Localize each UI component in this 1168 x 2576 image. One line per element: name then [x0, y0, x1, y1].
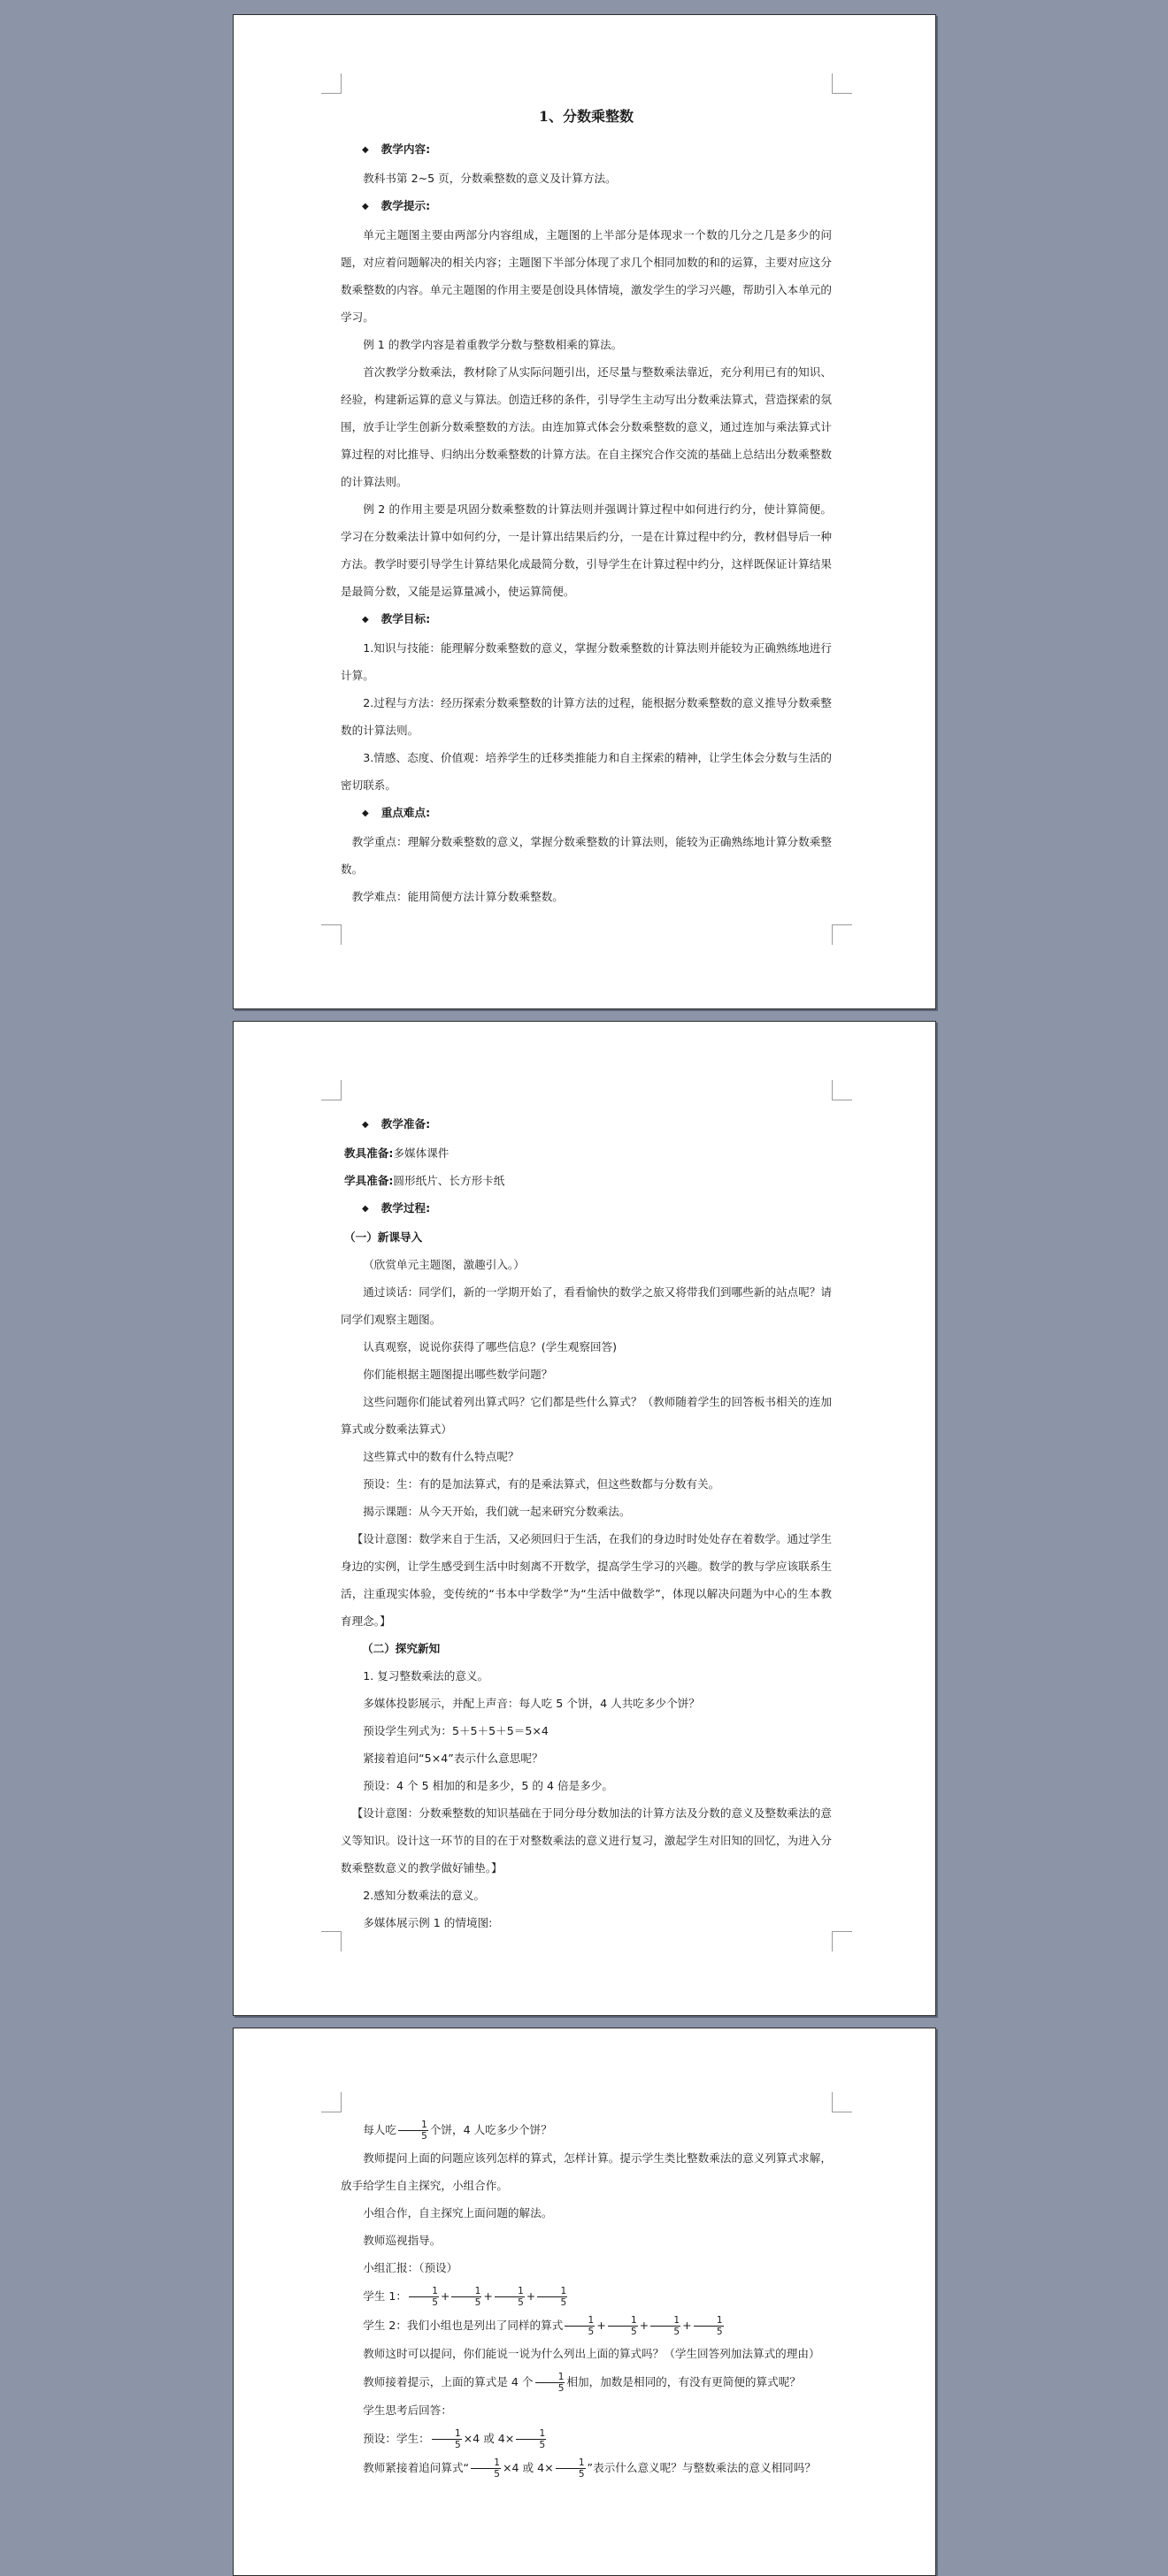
lesson-title: 1、分数乘整数 [538, 108, 634, 125]
fraction: $\frac{1}{5}$ [535, 2372, 565, 2394]
diamond-bullet-icon: ◆ [362, 1120, 369, 1130]
fraction: $\frac{1}{5}$ [451, 2286, 481, 2308]
paragraph: 教师巡视指导。 [363, 2234, 442, 2247]
paragraph: 多媒体投影展示，并配上声音：每人吃 5 个饼，4 人共吃多少个饼？ [363, 1697, 700, 1710]
design-intent-note: 【设计意图：数学来自于生活，又必须回归于生活，在我们的身边时时处处存在着数学。通过学生身边的实例，让学生感受到生活中时刻离不开数学，提高学生学习的兴趣。数学的教与学应该联系生活，注重现实体验，变传统的“书本中学数学”为“生活中做数学”，体现以解决问题为中心的生本教育理念。】 [341, 1532, 832, 1628]
paragraph: 多媒体展示例 1 的情境图: [363, 1916, 493, 1929]
page-1-body [341, 102, 832, 910]
paragraph: 预设：4 个 5 相加的和是多少，5 的 4 倍是多少。 [363, 1779, 613, 1792]
margin-corner-top-right [832, 73, 852, 94]
paragraph: 教师这时可以提问，你们能说一说为什么列出上面的算式吗？（学生回答列加法算式的理由） [363, 2347, 820, 2360]
paragraph: 例 1 的教学内容是着重教学分数与整数相乘的算法。 [363, 338, 623, 351]
diamond-bullet-icon: ◆ [362, 809, 369, 818]
margin-corner-top-left [321, 73, 342, 94]
paragraph: 教师接着提示，上面的算式是 4 个 $\frac{1}{5}$ 相加，加数是相同的，有没有更简便的算式呢？ [363, 2372, 801, 2394]
fraction: $\frac{1}{5}$ [556, 2457, 586, 2480]
document-page-1 [233, 14, 936, 1009]
paragraph: 揭示课题：从今天开始，我们就一起来研究分数乘法。 [363, 1505, 631, 1518]
document-page-2 [233, 1021, 936, 2016]
paragraph: 教科书第 2~5 页，分数乘整数的意义及计算方法。 [363, 172, 617, 185]
heading-teaching-tips: ◆ 教学提示: [362, 199, 431, 212]
fraction: $\frac{1}{5}$ [432, 2428, 462, 2450]
page-3-body [341, 2115, 832, 2482]
paragraph: 学生思考后回答： [363, 2404, 452, 2417]
diamond-bullet-icon: ◆ [362, 145, 369, 155]
section-title-explore: （二）探究新知 [362, 1642, 441, 1655]
paragraph: 紧接着追问“5×4”表示什么意思呢？ [363, 1752, 543, 1765]
paragraph: 教学难点：能用简便方法计算分数乘整数。 [351, 890, 564, 903]
paragraph: 例 2 的作用主要是巩固分数乘整数的计算法则并强调计算过程中如何进行约分，使计算简便。学习在分数乘法计算中如何约分，一是计算出结果后约分，一是在计算过程中约分，教材倡导后一种方法。教学时要引导学生计算结果化成最简分数，引导学生在计算过程中约分，这样既保证计算结果是最简分数，又能是运算量减小，使运算简便。 [341, 502, 832, 598]
margin-corner-bottom-left [321, 1931, 342, 1951]
diamond-bullet-icon: ◆ [362, 202, 369, 211]
student-2-answer: 学生 2：我们小组也是列出了同样的算式 $\frac{1}{5}$ + $\frac{1}{5}$ + $\frac{1}{5}$ + $\frac{1}{5}$ [363, 2315, 723, 2337]
student-prep-line: 学具准备:圆形纸片、长方形卡纸 [344, 1174, 505, 1187]
page-2-body [341, 1110, 832, 1936]
fraction: $\frac{1}{5}$ [565, 2315, 595, 2337]
margin-corner-top-right [832, 2092, 852, 2112]
paragraph: 你们能根据主题图提出哪些数学问题？ [363, 1368, 553, 1381]
paragraph: 单元主题图主要由两部分内容组成，主题图的上半部分是体现求一个数的几分之几是多少的问题，对应着问题解决的相关内容；主题图下半部分体现了求几个相同加数的和的运算，主要对应这分数乘整数的内容。单元主题图的作用主要是创设具体情境，激发学生的学习兴趣，帮助引入本单元的学习。 [341, 228, 832, 324]
paragraph: 教师提问上面的问题应该列怎样的算式，怎样计算。提示学生类比整数乘法的意义列算式求解，放手给学生自主探究，小组合作。 [341, 2151, 832, 2192]
paragraph: 这些算式中的数有什么特点呢？ [363, 1450, 519, 1463]
fraction: $\frac{1}{5}$ [650, 2315, 680, 2337]
paragraph: 2.感知分数乘法的意义。 [363, 1889, 486, 1902]
paragraph: 小组合作，自主探究上面问题的解法。 [363, 2206, 553, 2220]
diamond-bullet-icon: ◆ [362, 615, 369, 625]
fraction: $\frac{1}{5}$ [537, 2286, 567, 2308]
paragraph: 预设学生列式为：5＋5＋5＋5＝5×4 [363, 1724, 549, 1737]
paragraph: 首次教学分数乘法，教材除了从实际问题引出，还尽量与整数乘法靠近，充分利用已有的知识、经验，构建新运算的意义与算法。创造迁移的条件，引导学生主动写出分数乘法算式，营造探索的氛围，放手让学生创新分数乘整数的方法。由连加算式体会分数乘整数的意义，通过连加与乘法算式计算过程的对比推导、归纳出分数乘整数的计算方法。在自主探究合作交流的基础上总结出分数乘整数的计算法则。 [341, 365, 832, 488]
heading-teaching-goals: ◆ 教学目标: [362, 612, 431, 625]
paragraph: 1. 复习整数乘法的意义。 [363, 1669, 489, 1683]
design-intent-note: 【设计意图：分数乘整数的知识基础在于同分母分数加法的计算方法及分数的意义及整数乘法的意义等知识。设计这一环节的目的在于对整数乘法的意义进行复习，激起学生对旧知的回忆，为进入分数乘整数意义的教学做好铺垫。】 [341, 1806, 832, 1874]
diamond-bullet-icon: ◆ [362, 1204, 369, 1214]
paragraph: 教学重点：理解分数乘整数的意义，掌握分数乘整数的计算法则，能较为正确熟练地计算分数乘整数。 [341, 835, 832, 876]
paragraph: 这些问题你们能试着列出算式吗？它们都是些什么算式？（教师随着学生的回答板书相关的连加算式或分数乘法算式） [341, 1395, 832, 1436]
fraction: $\frac{1}{5}$ [516, 2428, 546, 2450]
section-title-intro: （一）新课导入 [344, 1230, 423, 1244]
paragraph: 认真观察，说说你获得了哪些信息？(学生观察回答) [363, 1340, 618, 1353]
document-page-3 [233, 2028, 936, 2576]
paragraph: 预设：学生： $\frac{1}{5}$ ×4 或 4× $\frac{1}{5}$ [363, 2428, 546, 2450]
paragraph: 教师紧接着追问算式“ $\frac{1}{5}$ ×4 或 4× $\frac{1}{5}$ ”表示什么意义呢？与整数乘法的意义相同吗？ [363, 2457, 816, 2480]
paragraph: 3.情感、态度、价值观：培养学生的迁移类推能力和自主探索的精神，让学生体会分数与生活的密切联系。 [341, 751, 832, 792]
teacher-prep-line: 教具准备:多媒体课件 [344, 1146, 450, 1160]
margin-corner-bottom-right [832, 1931, 852, 1951]
margin-corner-top-left [321, 2092, 342, 2112]
fraction: $\frac{1}{5}$ [608, 2315, 638, 2337]
fraction: $\frac{1}{5}$ [409, 2286, 439, 2308]
paragraph: 2.过程与方法：经历探索分数乘整数的计算方法的过程，能根据分数乘整数的意义推导分数乘整数的计算法则。 [341, 696, 832, 737]
fraction: $\frac{1}{5}$ [471, 2457, 501, 2480]
margin-corner-top-left [321, 1080, 342, 1100]
paragraph: 1.知识与技能：能理解分数乘整数的意义，掌握分数乘整数的计算法则并能较为正确熟练地进行计算。 [341, 641, 832, 682]
heading-teaching-prep: ◆ 教学准备: [362, 1117, 431, 1131]
margin-corner-bottom-left [321, 924, 342, 945]
margin-corner-bottom-right [832, 924, 852, 945]
heading-teaching-process: ◆ 教学过程: [362, 1201, 431, 1215]
paragraph: 小组汇报：（预设） [363, 2261, 458, 2274]
margin-corner-top-right [832, 1080, 852, 1100]
heading-teaching-content: ◆ 教学内容: [362, 142, 431, 156]
fraction: $\frac{1}{5}$ [398, 2120, 428, 2142]
paragraph: 预设：生：有的是加法算式，有的是乘法算式，但这些数都与分数有关。 [363, 1477, 720, 1491]
fraction: $\frac{1}{5}$ [495, 2286, 525, 2308]
paragraph: 通过谈话：同学们，新的一学期开始了，看看愉快的数学之旅又将带我们到哪些新的站点呢？请同学们观察主题图。 [341, 1285, 832, 1326]
fraction: $\frac{1}{5}$ [694, 2315, 724, 2337]
heading-key-points: ◆ 重点难点: [362, 806, 431, 819]
example-question: 每人吃 $\frac{1}{5}$ 个饼，4 人吃多少个饼？ [363, 2120, 552, 2142]
paragraph: （欣赏单元主题图，激趣引入。） [363, 1258, 525, 1271]
student-1-answer: 学生 1： $\frac{1}{5}$ + $\frac{1}{5}$ + $\frac{1}{5}$ + $\frac{1}{5}$ [363, 2286, 567, 2308]
